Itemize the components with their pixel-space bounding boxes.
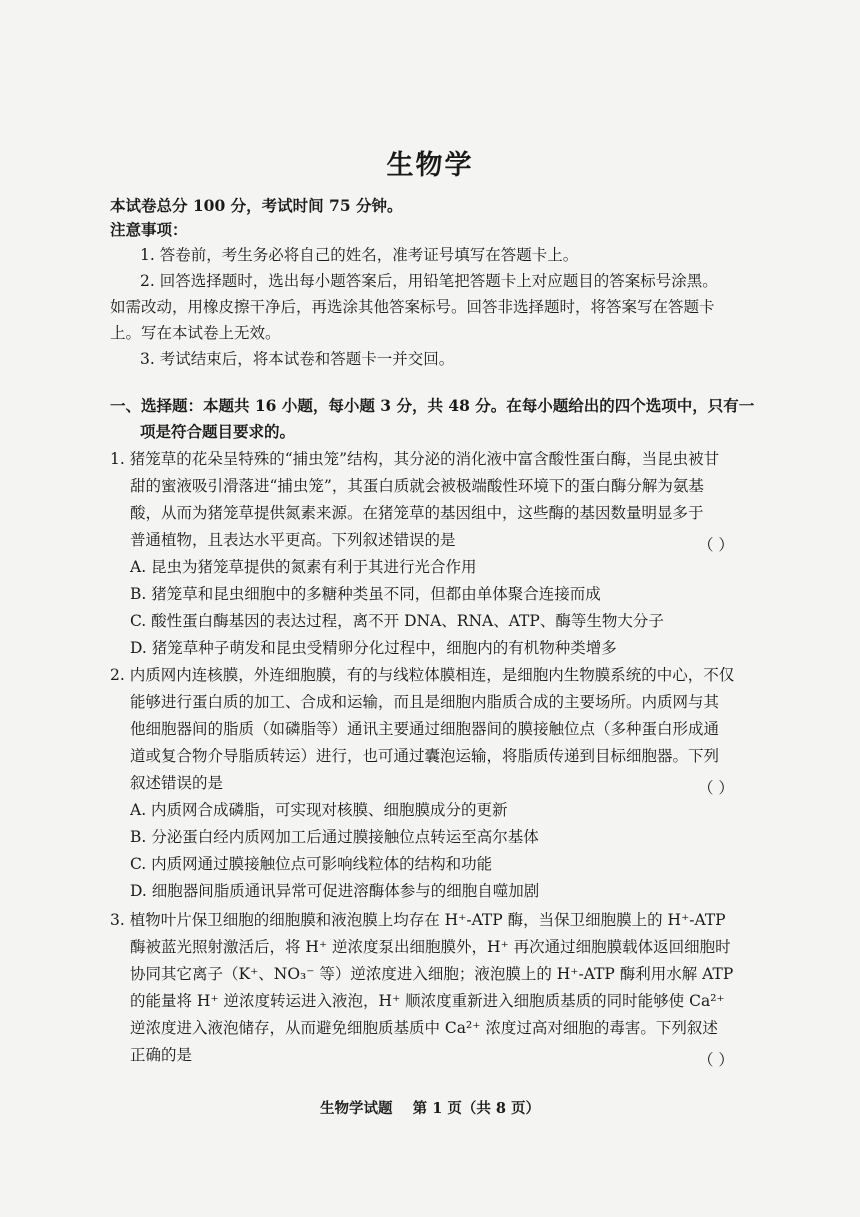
question-2-text: 他细胞器间的脂质（如磷脂等）通讯主要通过细胞器间的膜接触位点（多种蛋白形成通 (130, 720, 720, 738)
notice-item: 如需改动，用橡皮擦干净后，再选涂其他答案标号。回答非选择题时，将答案写在答题卡 (110, 298, 715, 316)
question-3-text: 逆浓度进入液泡储存，从而避免细胞质基质中 Ca²⁺ 浓度过高对细胞的毒害。下列叙述 (130, 1019, 718, 1037)
answer-paren: （ ） (698, 1051, 734, 1069)
question-2-text: 2. 内质网内连核膜，外连细胞膜，有的与线粒体膜相连，是细胞内生物膜系统的中心，不仅 (110, 666, 735, 684)
question-1-text: 甜的蜜液吸引滑落进“捕虫笼”，其蛋白质就会被极端酸性环境下的蛋白酶分解为氨基 (130, 477, 704, 495)
notice-item: 2. 回答选择题时，选出每小题答案后，用铅笔把答题卡上对应题目的答案标号涂黑。 (140, 272, 718, 290)
option-d: D. 猪笼草种子萌发和昆虫受精卵分化过程中，细胞内的有机物种类增多 (130, 639, 617, 657)
question-2-text: 叙述错误的是 (130, 774, 224, 792)
question-1-text: 普通植物，且表达水平更高。下列叙述错误的是 (130, 531, 456, 549)
answer-paren: （ ） (698, 536, 734, 554)
footer-page-number: 第 1 页（共 8 页） (412, 1100, 541, 1117)
notice-item: 1. 答卷前，考生务必将自己的姓名，准考证号填写在答题卡上。 (140, 246, 579, 264)
question-3-text: 3. 植物叶片保卫细胞的细胞膜和液泡膜上均存在 H⁺-ATP 酶，当保卫细胞膜上的 H⁺-ATP (110, 911, 726, 929)
question-1-text: 1. 猪笼草的花朵呈特殊的“捕虫笼”结构，其分泌的消化液中富含酸性蛋白酶，当昆虫被甘 (110, 450, 720, 468)
notice-item: 3. 考试结束后，将本试卷和答题卡一并交回。 (140, 350, 455, 368)
option-c: C. 酸性蛋白酶基因的表达过程，离不开 DNA、RNA、ATP、酶等生物大分子 (130, 612, 664, 630)
question-3-text: 协同其它离子（K⁺、NO₃⁻ 等）逆浓度进入细胞；液泡膜上的 H⁺-ATP 酶利用水解 ATP (130, 965, 734, 983)
question-3-text: 的能量将 H⁺ 逆浓度转运进入液泡，H⁺ 顺浓度重新进入细胞质基质的同时能够使 Ca²⁺ (130, 992, 725, 1010)
option-d: D. 细胞器间脂质通讯异常可促进溶酶体参与的细胞自噬加剧 (130, 882, 540, 900)
question-2-text: 能够进行蛋白质的加工、合成和运输，而且是细胞内脂质合成的主要场所。内质网与其 (130, 693, 720, 711)
option-b: B. 猪笼草和昆虫细胞中的多糖种类虽不同，但都由单体聚合连接而成 (130, 585, 601, 603)
notice-item: 上。写在本试卷上无效。 (110, 324, 281, 342)
question-3-text: 酶被蓝光照射激活后，将 H⁺ 逆浓度泵出细胞膜外，H⁺ 再次通过细胞膜载体返回细胞时 (130, 938, 731, 956)
question-3-text: 正确的是 (130, 1046, 193, 1064)
question-1-text: 酸，从而为猪笼草提供氮素来源。在猪笼草的基因组中，这些酶的基因数量明显多于 (130, 504, 704, 522)
option-c: C. 内质网通过膜接触位点可影响线粒体的结构和功能 (130, 855, 493, 873)
page-title: 生物学 (386, 150, 474, 181)
exam-info: 本试卷总分 100 分，考试时间 75 分钟。 (110, 196, 403, 215)
option-a: A. 内质网合成磷脂，可实现对核膜、细胞膜成分的更新 (130, 801, 508, 819)
section-heading: 一、选择题：本题共 16 小题，每小题 3 分，共 48 分。在每小题给出的四个选项中，只有一 (110, 396, 755, 415)
notice-label: 注意事项： (110, 220, 188, 239)
question-2-text: 道或复合物介导脂质转运）进行，也可通过囊泡运输，将脂质传递到目标细胞器。下列 (130, 747, 720, 765)
page-footer (0, 1097, 860, 1118)
footer-subject: 生物学试题 (319, 1100, 393, 1117)
option-b: B. 分泌蛋白经内质网加工后通过膜接触位点转运至高尔基体 (130, 828, 539, 846)
section-heading: 项是符合题目要求的。 (140, 422, 296, 441)
option-a: A. 昆虫为猪笼草提供的氮素有利于其进行光合作用 (130, 558, 477, 576)
answer-paren: （ ） (698, 779, 734, 797)
